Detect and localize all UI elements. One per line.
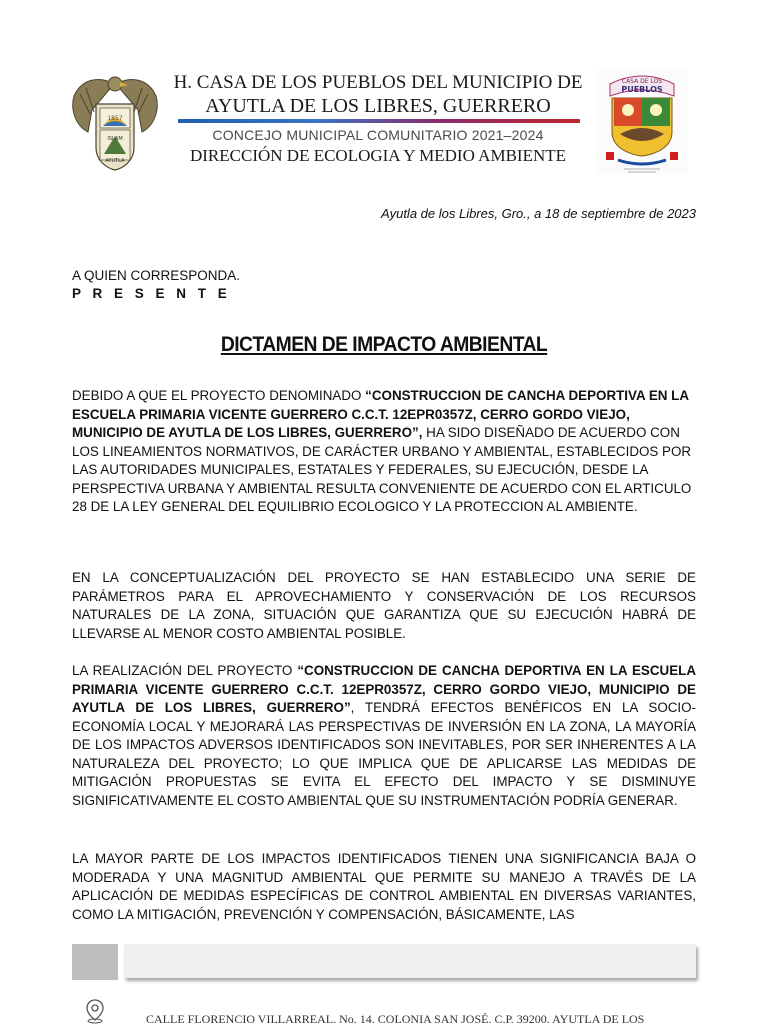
document-title: DICTAMEN DE IMPACTO AMBIENTAL xyxy=(220,333,548,356)
svg-text:CASA DE LOS: CASA DE LOS xyxy=(621,78,663,85)
paragraph-3-intro: LA REALIZACIÓN DEL PROYECTO xyxy=(72,663,298,678)
header-color-bar xyxy=(178,119,580,123)
svg-text:AYUTLA: AYUTLA xyxy=(105,158,125,164)
paragraph-1-body: HA SIDO DISEÑADO DE ACUERDO CON LOS LINEAMIENTOS NORMATIVOS, DE CARÁCTER URBANO Y AMBIENTAL, ESTABLECIDOS POR LAS AUTORIDADES MUNICIPALES, ESTATALES Y FEDERALES, SU EJECUCIÓN, DESDE LA PERSPECTIVA URBANA Y AMBIENTAL RESULTA CONVENIENTE DE ACUERDO CON EL ARTICULO 28 DE LA LEY GENERAL DEL EQUILIBRIO ECOLOGICO Y LA PROTECCION AL AMBIENTE. xyxy=(72,425,692,514)
paragraph-4: LA MAYOR PARTE DE LOS IMPACTOS IDENTIFICADOS TIENEN UNA SIGNIFICANCIA BAJA O MODERADA Y UNA MAGNITUD AMBIENTAL QUE PERMITE SU MANEJO A TRAVÉS DE LA APLICACIÓN DE MEDIDAS ESPECÍFICAS DE CONTROL AMBIENTAL EN DIVERSAS VARIANTES, COMO LA MITIGACIÓN, PREVENCIÓN Y COMPENSACIÓN, BÁSICAMENTE, LAS xyxy=(72,851,696,922)
svg-text:ISLAM: ISLAM xyxy=(107,136,123,142)
presente-label: P R E S E N T E xyxy=(72,286,231,301)
paragraph-3-project-name: “CONSTRUCCION DE CANCHA DEPORTIVA EN LA ESCUELA PRIMARIA VICENTE GUERRERO C.C.T. 12EPR0357Z, CERRO GORDO VIEJO, MUNICIPIO DE AYUTLA DE LOS LIBRES, GUERRERO” xyxy=(72,663,696,715)
paragraph-1 xyxy=(72,387,696,517)
paragraph-2: EN LA CONCEPTUALIZACIÓN DEL PROYECTO SE HAN ESTABLECIDO UNA SERIE DE PARÁMETROS PARA EL APROVECHAMIENTO Y CONSERVACIÓN DE LOS RECURSOS NATURALES DE LA ZONA, SITUACIÓN QUE GARANTIZA QUE SU EJECUCIÓN HABRÁ DE LLEVARSE AL MENOR COSTO AMBIENTAL POSIBLE. xyxy=(72,570,696,641)
header-department: DIRECCIÓN DE ECOLOGIA Y MEDIO AMBIENTE xyxy=(189,146,567,165)
svg-text:PUEBLOS: PUEBLOS xyxy=(621,85,663,94)
footer-square xyxy=(72,944,118,980)
eagle-seal-icon xyxy=(70,70,160,176)
footer-address: CALLE FLORENCIO VILLARREAL. No. 14. COLONIA SAN JOSÉ. C.P. 39200. AYUTLA DE LOS xyxy=(146,1012,645,1026)
paragraph-1-project-name: “CONSTRUCCION DE CANCHA DEPORTIVA EN LA ESCUELA PRIMARIA VICENTE GUERRERO C.C.T. 12EPR0357Z, CERRO GORDO VIEJO, MUNICIPIO DE AYUTLA DE LOS LIBRES, GUERRERO”, xyxy=(72,388,689,440)
header-council: CONCEJO MUNICIPAL COMUNITARIO 2021–2024 xyxy=(212,127,544,143)
header-line-1: H. CASA DE LOS PUEBLOS DEL MUNICIPIO DE xyxy=(173,72,583,93)
addressee: A QUIEN CORRESPONDA. xyxy=(72,268,241,283)
casa-de-los-pueblos-seal-icon xyxy=(596,70,688,174)
document-date: Ayutla de los Libres, Gro., a 18 de septiembre de 2023 xyxy=(381,206,696,221)
footer-bar xyxy=(124,944,696,978)
svg-text:1857: 1857 xyxy=(107,115,123,122)
location-pin-icon xyxy=(84,998,106,1024)
paragraph-1-intro: DEBIDO A QUE EL PROYECTO DENOMINADO xyxy=(72,388,366,403)
paragraph-3-body: , TENDRÁ EFECTOS BENÉFICOS EN LA SOCIO-ECONOMÍA LOCAL Y MEJORARÁ LAS PERSPECTIVAS DE INVERSIÓN EN LA ZONA, LA MAYORÍA DE LOS IMPACTOS ADVERSOS IDENTIFICADOS SON INEVITABLES, POR SER INHERENTES A LA NATURALEZA DEL PROYECTO; LO QUE IMPLICA QUE DE APLICARSE LAS MEDIDAS DE MITIGACIÓN PROPUESTAS SE EVITA EL EFECTO DEL IMPACTO Y SE DISMINUYE SIGNIFICATIVAMENTE EL COSTO AMBIENTAL QUE SU INSTRUMENTACIÓN PODRÍA GENERAR. xyxy=(72,700,696,808)
paragraph-3 xyxy=(72,662,696,810)
header-line-2: AYUTLA DE LOS LIBRES, GUERRERO xyxy=(205,95,551,117)
